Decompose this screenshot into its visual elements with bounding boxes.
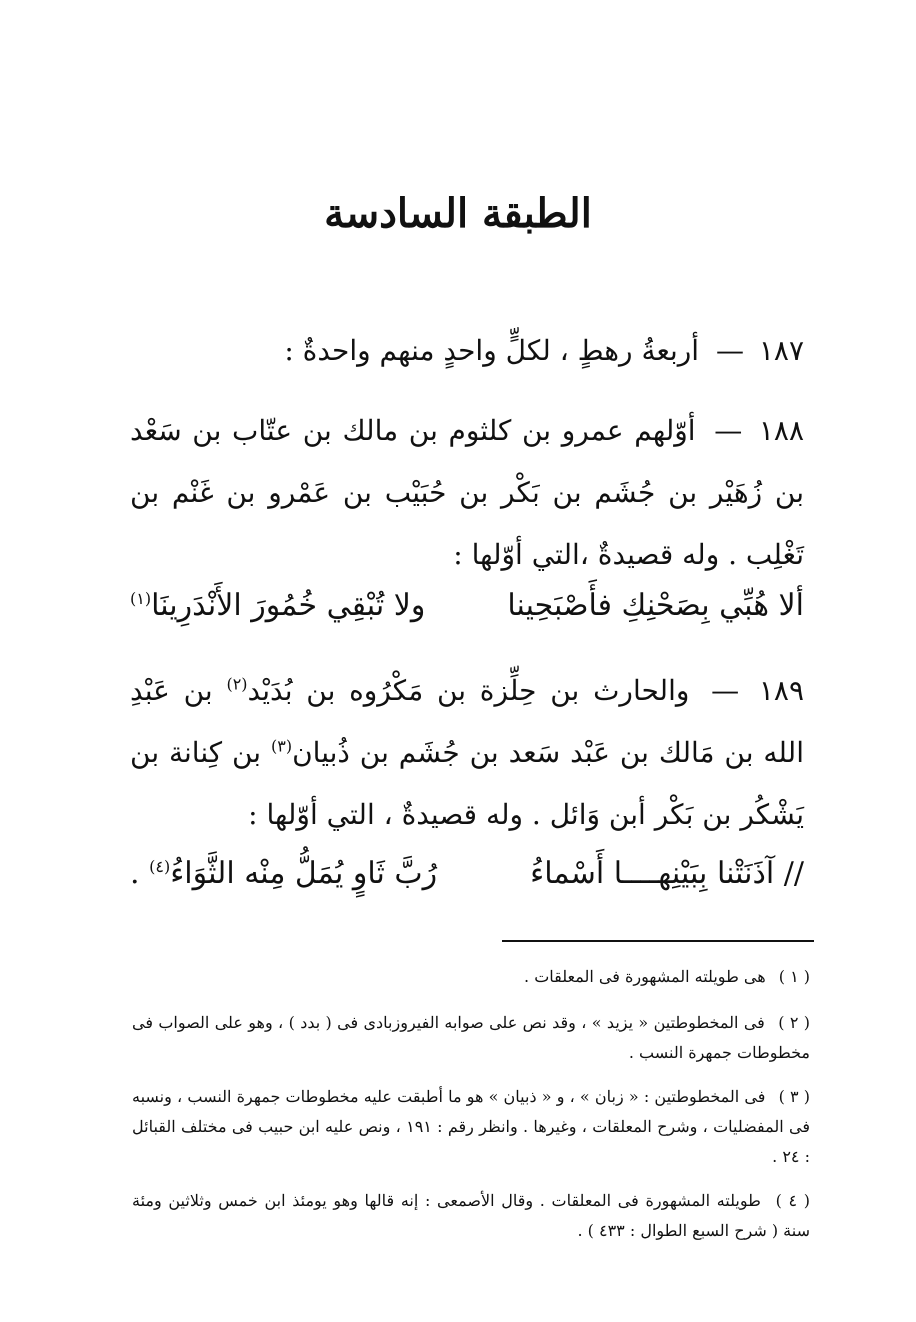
first-hemistich-text: آذَنَتْنا بِبَيْنِهــــا أَسْماءُ (530, 856, 775, 891)
verse-2 (130, 846, 804, 902)
footnote-4 (132, 1186, 810, 1246)
first-hemistich-text: ألا هُبِّي بِصَحْنِكِ فأَصْبَحِينا (507, 588, 804, 623)
footnote-text: طويلته المشهورة فى المعلقات . وقال الأصمعى : إنه قالها وهو يومئذ ابن خمس وثلاثين ومئة سنة ( شرح السبع الطوال : ٤٣٣ ) . (132, 1191, 810, 1240)
second-hemistich (130, 578, 425, 634)
footnote-text: هى طويلته المشهورة فى المعلقات . (524, 967, 766, 986)
footnote-2 (132, 1008, 810, 1068)
entry-text: أربعةُ رهطٍ ، لكلٍّ واحدٍ منهم واحدةٌ : (284, 334, 700, 367)
verse-1 (130, 578, 804, 634)
footnote-ref-1[interactable]: (١) (130, 589, 152, 608)
entry-number: ١٨٩ (758, 674, 805, 707)
footnote-number: ( ٤ ) (775, 1191, 811, 1210)
footnote-1 (132, 962, 810, 992)
footnote-divider (502, 940, 814, 942)
footnote-ref-4[interactable]: (٤) (149, 857, 171, 876)
footnote-text: فى المخطوطتين « يزيد » ، وقد نص على صوابه الفيروزبادى فى ( بدد ) ، وهو على الصواب فى مخطوطات جمهرة النسب . (132, 1013, 810, 1062)
entry-dash: — (711, 674, 740, 707)
second-hemistich (130, 846, 437, 902)
verse-mark-before: // (783, 856, 804, 891)
entry-text-part-a: والحارث بن حِلِّزة بن مَكْرُوه بن بُدَيْد (247, 674, 690, 707)
second-hemistich-text: ولا تُبْقِي خُمُورَ الأَنْدَرِينَا (151, 588, 426, 623)
footnote-number: ( ٣ ) (778, 1087, 811, 1106)
entry-number: ١٨٨ (758, 414, 804, 447)
entry-189 (130, 660, 804, 846)
first-hemistich (530, 846, 804, 902)
entry-dash: — (715, 334, 744, 367)
footnote-ref-2[interactable]: (٢) (226, 674, 248, 694)
footnote-ref-3[interactable]: (٣) (271, 736, 293, 756)
section-heading: الطبقة السادسة (324, 190, 592, 237)
entry-text: أوّلهم عمرو بن كلثوم بن مالك بن عتّاب بن سَعْد بن زُهَيْر بن جُشَم بن بَكْر بن حُبَيْب بن عَمْرو بن غَنْم بن تَغْلِب . وله قصيدةٌ ،التي أوّلها : (130, 414, 804, 571)
entry-dash: — (714, 414, 743, 447)
verse-mark-after: . (130, 856, 140, 891)
footnote-3 (132, 1082, 810, 1172)
footnote-number: ( ١ ) (778, 967, 810, 986)
second-hemistich-text: رُبَّ ثَاوٍ يُمَلُّ مِنْه الثَّوَاءُ (170, 856, 438, 891)
footnote-number: ( ٢ ) (778, 1013, 811, 1032)
footnote-text: فى المخطوطتين : « زبان » ، و « ذبيان » هو ما أطبقت عليه مخطوطات جمهرة النسب ، ونسبه فى المفضليات ، وشرح المعلقات ، وغيرها . وانظر رقم : ١٩١ ، ونص عليه ابن حبيب فى مختلف القبائل : ٢٤ . (132, 1087, 810, 1166)
entry-188 (130, 400, 804, 586)
first-hemistich (507, 578, 804, 634)
entry-text-part-b: بن عَبْدِ الله بن مَالك بن عَبْد سَعد بن جُشَم بن ذُبيان (130, 674, 804, 769)
entry-187 (130, 320, 804, 382)
entry-number: ١٨٧ (758, 334, 804, 367)
entry-text-part-c: بن كِنانة بن يَشْكُر بن بَكْر أبن وَائل . وله قصيدةٌ ، التي أوّلها : (130, 736, 804, 831)
